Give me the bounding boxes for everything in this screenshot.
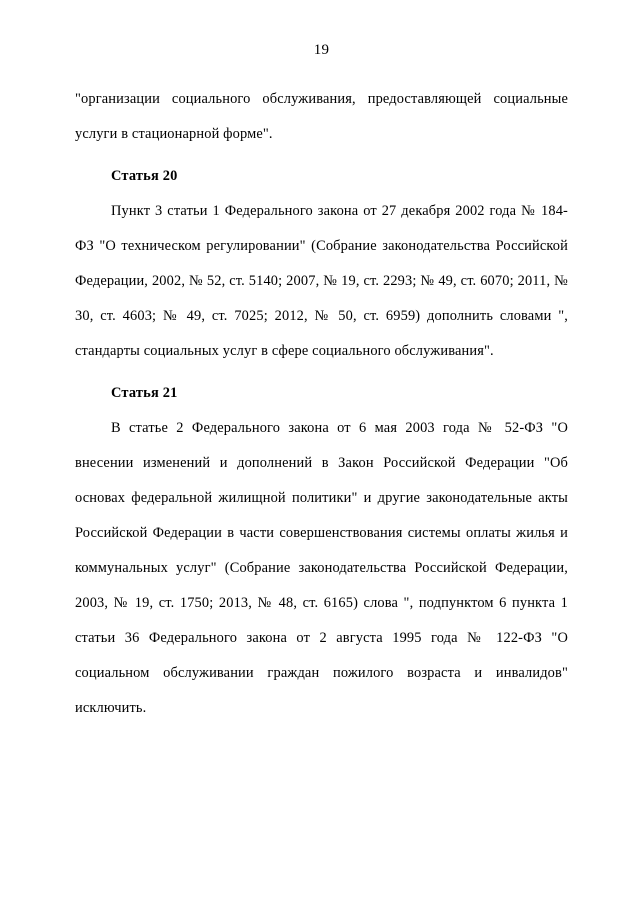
paragraph-spacer: [75, 152, 568, 159]
heading-article-20: Статья 20: [111, 168, 178, 184]
heading-article-21: Статья 21: [111, 385, 178, 401]
paragraph-spacer: [75, 369, 568, 376]
paragraph-article-21: В статье 2 Федерального закона от 6 мая 2003 года № 52-ФЗ "О внесении изменений и дополнений в Закон Российской Федерации "Об основах федеральной жилищной политики" и другие законодательные акты Российской Федерации в части совершенствования системы оплаты жилья и коммунальных услуг" (Собрание законодательства Российской Федерации, 2003, № 19, ст. 1750; 2013, № 48, ст. 6165) слова ", подпунктом 6 пункта 1 статьи 36 Федерального закона от 2 августа 1995 года № 122-ФЗ "О социальном обслуживании граждан пожилого возраста и инвалидов" исключить.: [75, 420, 568, 716]
page-number: 19: [313, 42, 330, 58]
paragraph-intro: "организации социального обслуживания, предоставляющей социальные услуги в стационарной форме".: [75, 91, 568, 142]
paragraph-article-20: Пункт 3 статьи 1 Федерального закона от 27 декабря 2002 года № 184-ФЗ "О техническом регулировании" (Собрание законодательства Российской Федерации, 2002, № 52, ст. 5140; 2007, № 19, ст. 2293; № 49, ст. 6070; 2011, № 30, ст. 4603; № 49, ст. 7025; 2012, № 50, ст. 6959) дополнить словами ", стандарты социальных услуг в сфере социального обслуживания".: [75, 203, 568, 359]
document-body: [75, 82, 568, 726]
